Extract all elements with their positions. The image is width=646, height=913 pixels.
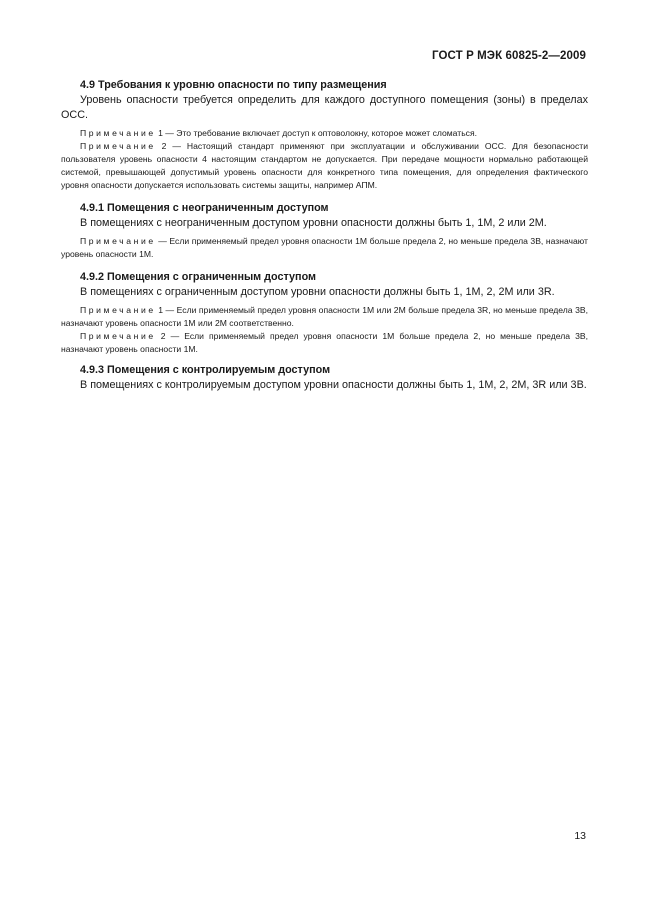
note-text: — Если применяемый предел уровня опасности 1М больше предела 2, но меньше предела 3B, назначают уровень опасности 1М. [61,236,588,259]
note-text: 1 — Если применяемый предел уровня опасности 1М или 2М больше предела 3R, но меньше предела 3В, назначают уровень опасности 1М или 2М соответственно. [61,305,588,328]
note-label: Примечание [80,331,156,341]
note-text: 2 — Настоящий стандарт применяют при эксплуатации и обслуживании ОСС. Для безопасности пользователя уровень опасности 4 настоящим стандартом не допускается. При передаче мощности нормально работающей системой, превышающей допустимый уровень опасности для конкретного типа помещения, для определения фактического уровня опасности допускается использовать системы защиты, например АПМ. [61,141,588,190]
page-number: 13 [574,830,586,842]
note-text: 2 — Если применяемый предел уровня опасности 1М больше предела 2, но меньше предела 3В, назначают уровень опасности 1М. [61,331,588,354]
note-4-9-1 [61,127,588,140]
note-label: Примечание [80,236,156,246]
section-paragraph-4-9-3: В помещениях с контролируемым доступом уровни опасности должны быть 1, 1M, 2, 2M, 3R или 3B. [80,379,587,391]
note-label: Примечание [80,305,156,315]
section-heading-4-9-3: 4.9.3 Помещения с контролируемым доступом [80,364,331,376]
standard-header: ГОСТ Р МЭК 60825-2—2009 [432,50,586,62]
section-heading-4-9: 4.9 Требования к уровню опасности по типу размещения [80,79,387,91]
note-4-9-2 [61,140,588,192]
note-text: 1 — Это требование включает доступ к оптоволокну, которое может сломаться. [155,128,478,138]
note-4-9-1-a [61,235,588,261]
section-paragraph-4-9-1: В помещениях с неограниченным доступом уровни опасности должны быть 1, 1M, 2 или 2M. [80,217,547,229]
document-body [61,78,588,393]
note-label: Примечание [80,141,156,151]
section-paragraph-4-9: Уровень опасности требуется определить для каждого доступного помещения (зоны) в пределах ОСС. [61,94,588,121]
note-label: Примечание [80,128,156,138]
note-4-9-2-1 [61,304,588,330]
section-paragraph-4-9-2: В помещениях с ограниченным доступом уровни опасности должны быть 1, 1M, 2, 2M или 3R. [80,286,555,298]
note-4-9-2-2 [61,330,588,356]
section-heading-4-9-1: 4.9.1 Помещения с неограниченным доступом [80,202,329,214]
section-heading-4-9-2: 4.9.2 Помещения с ограниченным доступом [80,271,317,283]
